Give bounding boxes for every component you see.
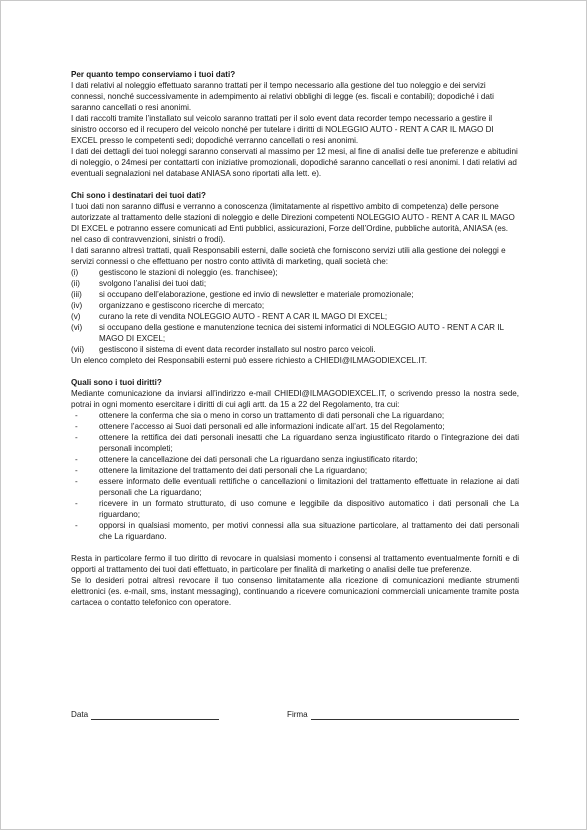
rights-section: [71, 377, 519, 542]
list-item: [71, 278, 519, 289]
list-item-text: si occupano dell’elaborazione, gestione ed invio di newsletter e materiale promozionale;: [99, 290, 414, 299]
list-marker: (iv): [71, 301, 83, 310]
recipients-paragraph-3: Un elenco completo dei Responsabili esterni può essere richiesto a CHIEDI@ILMAGODIEXCEL.IT.: [71, 356, 427, 365]
list-item: [71, 344, 519, 355]
list-item-text: svolgono l’analisi dei tuoi dati;: [99, 279, 207, 288]
list-marker: (v): [71, 312, 81, 321]
list-item-text: si occupano della gestione e manutenzione tecnica dei sistemi informatici di NOLEGGIO AUTO - RENT A CAR IL MAGO DI EXCEL;: [99, 323, 504, 343]
list-item-text: organizzano e gestiscono ricerche di mercato;: [99, 301, 265, 310]
recipients-paragraph-2: I dati saranno altresì trattati, quali Responsabili esterni, dalle società che forniscono servizi utili alla gestione dei noleggi e servizi connessi o che effettuano per nostro conto attività di marketing, quali società che:: [71, 246, 506, 266]
list-marker: (i): [71, 268, 79, 277]
list-item-text: essere informato delle eventuali rettifiche o cancellazioni o limitazioni del trattamento effettuate in relazione ai dati personali che La riguardano;: [99, 477, 519, 497]
list-item-text: ottenere la limitazione del trattamento dei dati personali che La riguardano;: [99, 466, 368, 475]
list-marker: (iii): [71, 290, 82, 299]
list-marker: (vii): [71, 345, 85, 354]
list-item-text: ricevere in un formato strutturato, di uso comune e leggibile da dispositivo automatico i dati personali che La riguardano;: [99, 499, 519, 519]
list-item-text: gestiscono il sistema di event data recorder installato sul nostro parco veicoli.: [99, 345, 376, 354]
list-marker: -: [75, 499, 78, 508]
list-item: [71, 289, 519, 300]
recipients-section: [71, 190, 519, 366]
list-marker: -: [75, 466, 78, 475]
signature-line[interactable]: [311, 719, 519, 720]
list-item: [71, 421, 519, 432]
list-item: [71, 520, 519, 542]
consent-paragraph-1: Resta in particolare fermo il tuo diritto di revocare in qualsiasi momento i consensi al trattamento eventualmente forniti e di opporti al trattamento dei tuoi dati effettuato, in particolare per finalità di marketing o analisi delle tue preferenze.: [71, 554, 519, 574]
list-marker: -: [75, 433, 78, 442]
list-item: [71, 322, 519, 344]
list-item: [71, 498, 519, 520]
consent-section: [71, 553, 519, 608]
retention-section: [71, 69, 519, 179]
list-item: [71, 311, 519, 322]
retention-paragraph-2: I dati raccolti tramite l’installato sul veicolo saranno trattati per il solo event data recorder tempo necessario a gestire il sinistro occorso ed il recupero del veicolo nonché per tutelare i diritti di NOLEGGIO AUTO - RENT A CAR IL MAGO DI EXCEL presso le competenti sedi; dopodiché verranno cancellati o resi anonimi.: [71, 114, 494, 145]
list-item: [71, 267, 519, 278]
list-item-text: gestiscono le stazioni di noleggio (es. franchisee);: [99, 268, 278, 277]
rights-heading: Quali sono i tuoi diritti?: [71, 378, 162, 387]
list-item-text: ottenere la conferma che sia o meno in corso un trattamento di dati personali che La riguardano;: [99, 411, 445, 420]
list-marker: (ii): [71, 279, 80, 288]
retention-paragraph-3: I dati dei dettagli dei tuoi noleggi saranno conservati al massimo per 12 mesi, al fine di analisi delle tue preferenze e abitudini di noleggio, o 24mesi per contattarti con iniziative promozionali, dopodiché saranno cancellati o resi anonimi. I dati relativi ad eventuali segnalazioni nel database ANIASA sono riportati alla lett. e).: [71, 147, 518, 178]
date-label: Data: [71, 710, 89, 719]
list-item-text: curano la rete di vendita NOLEGGIO AUTO - RENT A CAR IL MAGO DI EXCEL;: [99, 312, 388, 321]
retention-paragraph-1: I dati relativi al noleggio effettuato saranno trattati per il tempo necessario alla gestione del tuo noleggio e dei servizi connessi, nonché successivamente in adempimento ai relativi obblighi di legge (es. fiscali e contabili); dopodiché i dati saranno cancellati o resi anonimi.: [71, 81, 494, 112]
list-item: [71, 300, 519, 311]
list-item: [71, 410, 519, 421]
list-item: [71, 432, 519, 454]
signature-label: Firma: [287, 710, 308, 719]
list-item-text: opporsi in qualsiasi momento, per motivi connessi alla sua situazione particolare, al trattamento dei dati personali che La riguardano.: [99, 521, 519, 541]
rights-paragraph-1: Mediante comunicazione da inviarsi all’indirizzo e-mail CHIEDI@ILMAGODIEXCEL.IT, o scrivendo presso la nostra sede, potrai in ogni momento esercitare i diritti di cui agli artt. da 15 a 22 del Regolamento, tra cui:: [71, 389, 519, 409]
recipients-list: [71, 267, 519, 355]
consent-paragraph-2: Se lo desideri potrai altresì revocare il tuo consenso limitatamente alla ricezione di comunicazioni mediante strumenti elettronici (es. e-mail, sms, instant messaging), continuando a ricevere comunicazioni commerciali unicamente tramite posta cartacea o contatto telefonico con operatore.: [71, 576, 519, 607]
list-item: [71, 454, 519, 465]
recipients-paragraph-1: I tuoi dati non saranno diffusi e verranno a conoscenza (limitatamente al rispettivo ambito di competenza) delle persone autorizzate al trattamento delle stazioni di noleggio e delle Direzioni competenti NOLEGGIO AUTO - RENT A CAR IL MAGO DI EXCEL e potranno essere comunicati ad Enti pubblici, assicurazioni, Forze dell’Ordine, pubbliche autorità, ANIASA (es. nel caso di contravvenzioni, sinistri o frodi).: [71, 202, 515, 244]
list-item: [71, 476, 519, 498]
list-item-text: ottenere la rettifica dei dati personali inesatti che La riguardano senza ingiustificato ritardo o l’integrazione dei dati personali incompleti;: [99, 433, 519, 453]
rights-list: [71, 410, 519, 542]
recipients-heading: Chi sono i destinatari dei tuoi dati?: [71, 191, 206, 200]
list-item-text: ottenere l’accesso ai Suoi dati personali ed alle informazioni indicate all’art. 15 del Regolamento;: [99, 422, 445, 431]
list-item-text: ottenere la cancellazione dei dati personali che La riguardano senza ingiustificato ritardo;: [99, 455, 418, 464]
retention-heading: Per quanto tempo conserviamo i tuoi dati?: [71, 70, 236, 79]
date-line[interactable]: [91, 719, 219, 720]
list-marker: -: [75, 521, 78, 530]
list-marker: -: [75, 455, 78, 464]
list-marker: (vi): [71, 323, 83, 332]
list-item: [71, 465, 519, 476]
list-marker: -: [75, 477, 78, 486]
list-marker: -: [75, 411, 78, 420]
document-body: [71, 69, 519, 619]
list-marker: -: [75, 422, 78, 431]
